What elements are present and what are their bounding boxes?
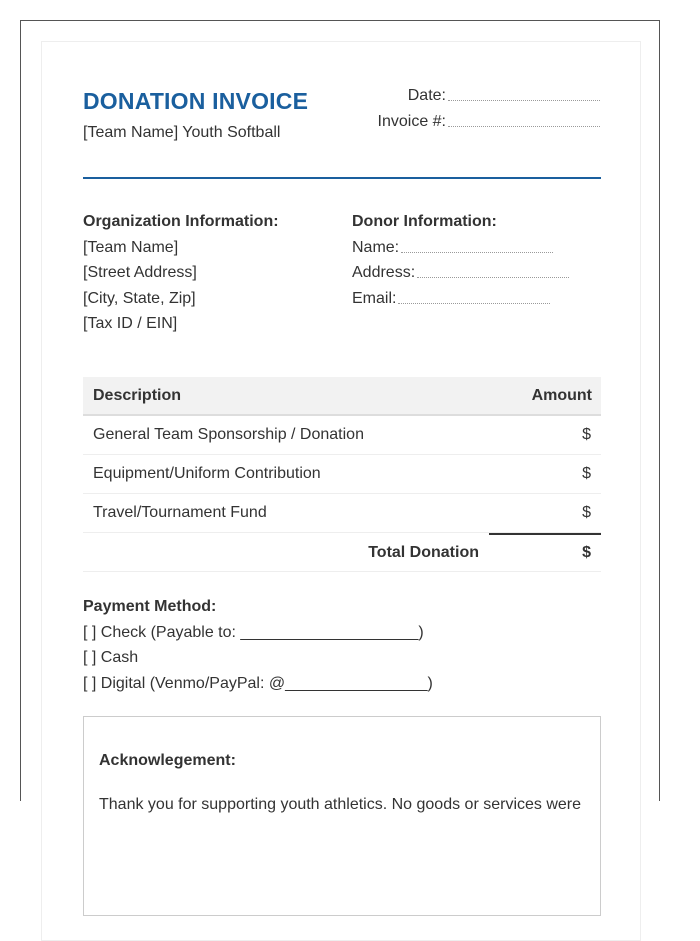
- column-header-amount: Amount: [531, 387, 592, 404]
- donor-address-row: [352, 264, 569, 282]
- table-row: [83, 494, 601, 533]
- acknowledgement-heading: Acknowlegement:: [99, 752, 236, 769]
- invoice-number-label: Invoice #:: [377, 113, 446, 130]
- date-field[interactable]: [448, 100, 600, 101]
- row-description: General Team Sponsorship / Donation: [93, 426, 364, 443]
- total-donation-amount[interactable]: $: [582, 544, 591, 561]
- donor-email-row: [352, 290, 550, 308]
- payment-option-digital[interactable]: [ ] Digital (Venmo/PayPal: @________________): [83, 675, 433, 692]
- donor-email-field[interactable]: [398, 303, 550, 304]
- total-row: [83, 533, 601, 572]
- payment-option-cash[interactable]: [ ] Cash: [83, 649, 139, 666]
- donor-address-field[interactable]: [417, 277, 569, 278]
- donor-heading: Donor Information:: [352, 213, 497, 230]
- org-team-name: [Team Name]: [83, 239, 179, 256]
- document-viewport: [20, 20, 660, 813]
- donor-name-field[interactable]: [401, 252, 553, 253]
- row-amount[interactable]: $: [582, 465, 591, 482]
- payment-method-heading: Payment Method:: [83, 598, 217, 615]
- table-row: [83, 416, 601, 455]
- header-divider: [83, 177, 601, 179]
- acknowledgement-text: Thank you for supporting youth athletics. No goods or services were: [99, 796, 582, 813]
- row-amount[interactable]: $: [582, 426, 591, 443]
- date-label: Date:: [407, 87, 446, 104]
- donor-address-label: Address:: [352, 264, 416, 281]
- table-row: [83, 455, 601, 494]
- donor-name-label: Name:: [352, 239, 400, 256]
- invoice-number-field[interactable]: [448, 126, 600, 127]
- invoice-number-row: [377, 113, 600, 131]
- org-street-address: [Street Address]: [83, 264, 197, 281]
- acknowledgement-box: [83, 716, 601, 916]
- table-header: [83, 377, 601, 416]
- column-header-description: Description: [93, 387, 182, 404]
- date-row: [382, 87, 600, 105]
- row-amount[interactable]: $: [582, 504, 591, 521]
- total-donation-label: Total Donation: [368, 544, 479, 561]
- organization-heading: Organization Information:: [83, 213, 279, 230]
- row-description: Equipment/Uniform Contribution: [93, 465, 321, 482]
- invoice-page: [41, 41, 641, 941]
- invoice-title: DONATION INVOICE: [83, 88, 309, 114]
- donor-name-row: [352, 239, 553, 257]
- donor-email-label: Email:: [352, 290, 397, 307]
- org-tax-id: [Tax ID / EIN]: [83, 315, 178, 332]
- team-subtitle: [Team Name] Youth Softball: [83, 124, 281, 141]
- payment-option-check[interactable]: [ ] Check (Payable to: ____________________): [83, 624, 424, 641]
- row-description: Travel/Tournament Fund: [93, 504, 267, 521]
- total-divider: [489, 533, 601, 535]
- org-city-state-zip: [City, State, Zip]: [83, 290, 196, 307]
